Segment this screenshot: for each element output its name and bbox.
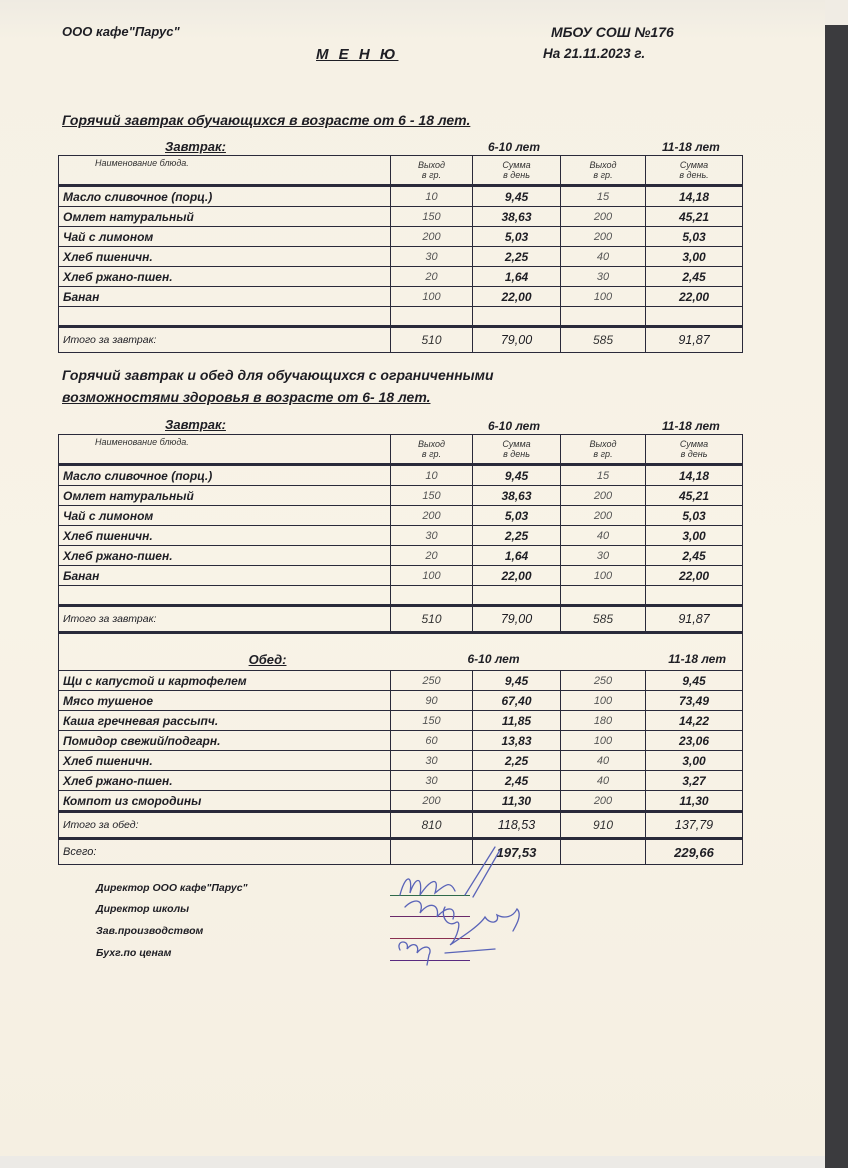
spacer-row (59, 633, 743, 649)
sum-6-10: 5,03 (473, 227, 561, 247)
dish-name: Банан (59, 287, 391, 307)
signature-label-production-head: Зав.производством (96, 925, 204, 937)
output-6-10: 30 (391, 247, 473, 267)
col-header-sum-11-18: Сумма в день. (646, 156, 743, 186)
sum-11-18: 9,45 (646, 671, 743, 691)
sum-11-18: 23,06 (646, 731, 743, 751)
sum-11-18: 22,00 (646, 287, 743, 307)
total-out-6-10: 510 (391, 327, 473, 353)
page-title: М Е Н Ю (316, 46, 399, 63)
sum-11-18: 22,00 (646, 566, 743, 586)
sum-6-10: 2,25 (473, 526, 561, 546)
total-row (59, 606, 743, 633)
output-11-18: 40 (561, 247, 646, 267)
dish-name: Омлет натуральный (59, 207, 391, 227)
scan-dark-edge (825, 25, 848, 1168)
dish-name: Хлеб пшеничн. (59, 247, 391, 267)
output-11-18: 100 (561, 691, 646, 711)
output-11-18: 100 (561, 287, 646, 307)
dish-name: Чай с лимоном (59, 506, 391, 526)
menu-date: На 21.11.2023 г. (543, 46, 646, 61)
total-out-6-10: 810 (391, 812, 473, 839)
total-label: Итого за обед: (59, 812, 391, 839)
output-6-10: 60 (391, 731, 473, 751)
lunch-total-row (59, 812, 743, 839)
output-11-18: 40 (561, 771, 646, 791)
table-row (59, 711, 743, 731)
output-6-10: 200 (391, 791, 473, 812)
dish-name: Хлеб ржано-пшен. (59, 771, 391, 791)
table-row (59, 267, 743, 287)
dish-name: Каша гречневая рассыпч. (59, 711, 391, 731)
sum-6-10: 11,30 (473, 791, 561, 812)
output-6-10: 30 (391, 526, 473, 546)
sum-6-10: 9,45 (473, 465, 561, 486)
output-11-18: 15 (561, 186, 646, 207)
lunch-subheader-row (59, 648, 743, 671)
table-row (59, 247, 743, 267)
output-6-10: 20 (391, 546, 473, 566)
output-11-18: 200 (561, 506, 646, 526)
dish-name: Хлеб ржано-пшен. (59, 267, 391, 287)
breakfast-lunch-table-ovz (58, 434, 743, 865)
table-row (59, 771, 743, 791)
dish-name: Компот из смородины (59, 791, 391, 812)
sum-6-10: 38,63 (473, 207, 561, 227)
col-header-name: Наименование блюда. (59, 435, 391, 465)
table-row (59, 731, 743, 751)
dish-name: Хлеб ржано-пшен. (59, 546, 391, 566)
sum-11-18: 5,03 (646, 227, 743, 247)
sum-6-10: 38,63 (473, 486, 561, 506)
sum-11-18: 73,49 (646, 691, 743, 711)
total-sum-11-18: 91,87 (646, 606, 743, 633)
table-row (59, 566, 743, 586)
table-row (59, 791, 743, 812)
sum-6-10: 9,45 (473, 671, 561, 691)
dish-name: Хлеб пшеничн. (59, 526, 391, 546)
school-name: МБОУ СОШ №176 (551, 24, 674, 40)
section2-title-line2: возможностями здоровья в возрасте от 6- 18 лет. (62, 389, 431, 405)
dish-name: Банан (59, 566, 391, 586)
table-row (59, 186, 743, 207)
total-out-11-18: 910 (561, 812, 646, 839)
breakfast-label-ovz: Завтрак: (165, 417, 226, 432)
section2-title-line1: Горячий завтрак и обед для обучающихся с ограниченными (62, 367, 494, 383)
sum-11-18: 11,30 (646, 791, 743, 812)
signature-label-school-director: Директор школы (96, 903, 190, 915)
age-group-11-18: 11-18 лет (668, 652, 726, 666)
sum-11-18: 2,45 (646, 546, 743, 566)
total-sum-6-10: 79,00 (473, 606, 561, 633)
total-sum-11-18: 137,79 (646, 812, 743, 839)
output-11-18: 200 (561, 486, 646, 506)
dish-name: Мясо тушеное (59, 691, 391, 711)
output-6-10: 90 (391, 691, 473, 711)
sum-11-18: 14,18 (646, 186, 743, 207)
age-group-11-18: 11-18 лет (662, 140, 720, 154)
output-11-18: 100 (561, 731, 646, 751)
sum-11-18: 3,00 (646, 526, 743, 546)
output-6-10: 150 (391, 711, 473, 731)
table-row (59, 227, 743, 247)
output-11-18: 250 (561, 671, 646, 691)
col-header-out-6-10: Выход в гр. (391, 435, 473, 465)
dish-name: Масло сливочное (порц.) (59, 186, 391, 207)
output-6-10: 10 (391, 186, 473, 207)
sum-6-10: 1,64 (473, 267, 561, 287)
output-11-18: 40 (561, 526, 646, 546)
output-6-10: 150 (391, 207, 473, 227)
dish-name: Масло сливочное (порц.) (59, 465, 391, 486)
age-group-6-10: 6-10 лет (488, 140, 541, 154)
output-6-10: 150 (391, 486, 473, 506)
total-out-11-18: 585 (561, 606, 646, 633)
table-header-row (59, 435, 743, 465)
dish-name: Чай с лимоном (59, 227, 391, 247)
sum-6-10: 22,00 (473, 287, 561, 307)
sum-6-10: 11,85 (473, 711, 561, 731)
table-row (59, 526, 743, 546)
total-sum-6-10: 118,53 (473, 812, 561, 839)
table-row (59, 287, 743, 307)
signature-label-cafe-director: Директор ООО кафе"Парус" (96, 882, 248, 894)
col-header-out-6-10: Выход в гр. (391, 156, 473, 186)
sum-6-10: 5,03 (473, 506, 561, 526)
output-11-18: 15 (561, 465, 646, 486)
output-6-10: 250 (391, 671, 473, 691)
section1-title: Горячий завтрак обучающихся в возрасте от 6 - 18 лет. (62, 112, 471, 128)
col-header-out-11-18: Выход в гр. (561, 156, 646, 186)
scan-corner (825, 0, 848, 25)
company-name: ООО кафе"Парус" (62, 24, 180, 39)
output-6-10: 200 (391, 227, 473, 247)
table-row (59, 671, 743, 691)
sum-6-10: 13,83 (473, 731, 561, 751)
output-6-10: 200 (391, 506, 473, 526)
dish-name: Щи с капустой и картофелем (59, 671, 391, 691)
blank-row (59, 307, 743, 327)
output-11-18: 30 (561, 546, 646, 566)
col-header-sum-6-10: Сумма в день (473, 435, 561, 465)
total-out-11-18: 585 (561, 327, 646, 353)
breakfast-table-general (58, 155, 743, 353)
total-out-6-10: 510 (391, 606, 473, 633)
sum-11-18: 45,21 (646, 207, 743, 227)
total-label: Итого за завтрак: (59, 327, 391, 353)
age-group-6-10: 6-10 лет (488, 419, 541, 433)
total-sum-11-18: 91,87 (646, 327, 743, 353)
col-header-out-11-18: Выход в гр. (561, 435, 646, 465)
scan-bottom-strip (0, 1156, 825, 1168)
output-11-18: 200 (561, 227, 646, 247)
total-label: Итого за завтрак: (59, 606, 391, 633)
total-sum-6-10: 79,00 (473, 327, 561, 353)
sum-6-10: 67,40 (473, 691, 561, 711)
lunch-label: Обед: (248, 651, 287, 667)
blank-row (59, 586, 743, 606)
dish-name: Хлеб пшеничн. (59, 751, 391, 771)
sum-11-18: 2,45 (646, 267, 743, 287)
dish-name: Омлет натуральный (59, 486, 391, 506)
col-header-sum-11-18: Сумма в день (646, 435, 743, 465)
output-11-18: 30 (561, 267, 646, 287)
output-11-18: 180 (561, 711, 646, 731)
table-row (59, 486, 743, 506)
col-header-sum-6-10: Сумма в день (473, 156, 561, 186)
breakfast-label: Завтрак: (165, 139, 226, 154)
age-group-11-18: 11-18 лет (662, 419, 720, 433)
handwritten-signatures (385, 845, 535, 970)
sum-6-10: 2,25 (473, 247, 561, 267)
sum-11-18: 3,00 (646, 247, 743, 267)
sum-11-18: 45,21 (646, 486, 743, 506)
sum-11-18: 5,03 (646, 506, 743, 526)
col-header-name: Наименование блюда. (59, 156, 391, 186)
table-row (59, 506, 743, 526)
grand-total-11-18: 229,66 (646, 839, 743, 865)
output-6-10: 100 (391, 566, 473, 586)
output-6-10: 30 (391, 751, 473, 771)
output-6-10: 10 (391, 465, 473, 486)
output-11-18: 200 (561, 791, 646, 812)
sum-6-10: 1,64 (473, 546, 561, 566)
sum-6-10: 2,45 (473, 771, 561, 791)
table-row (59, 465, 743, 486)
output-11-18: 40 (561, 751, 646, 771)
table-row (59, 546, 743, 566)
table-row (59, 691, 743, 711)
age-group-6-10: 6-10 лет (467, 652, 520, 666)
sum-11-18: 3,27 (646, 771, 743, 791)
grand-total-label: Всего: (59, 839, 391, 865)
grand-total-6-10: 197,53 (473, 839, 561, 865)
sum-6-10: 22,00 (473, 566, 561, 586)
output-6-10: 100 (391, 287, 473, 307)
sum-11-18: 14,22 (646, 711, 743, 731)
table-row (59, 207, 743, 227)
output-6-10: 30 (391, 771, 473, 791)
output-11-18: 100 (561, 566, 646, 586)
sum-11-18: 3,00 (646, 751, 743, 771)
output-11-18: 200 (561, 207, 646, 227)
table-row (59, 751, 743, 771)
signature-label-accountant: Бухг.по ценам (96, 947, 172, 959)
table-header-row (59, 156, 743, 186)
total-row (59, 327, 743, 353)
output-6-10: 20 (391, 267, 473, 287)
sum-6-10: 2,25 (473, 751, 561, 771)
sum-11-18: 14,18 (646, 465, 743, 486)
sum-6-10: 9,45 (473, 186, 561, 207)
dish-name: Помидор свежий/подгарн. (59, 731, 391, 751)
